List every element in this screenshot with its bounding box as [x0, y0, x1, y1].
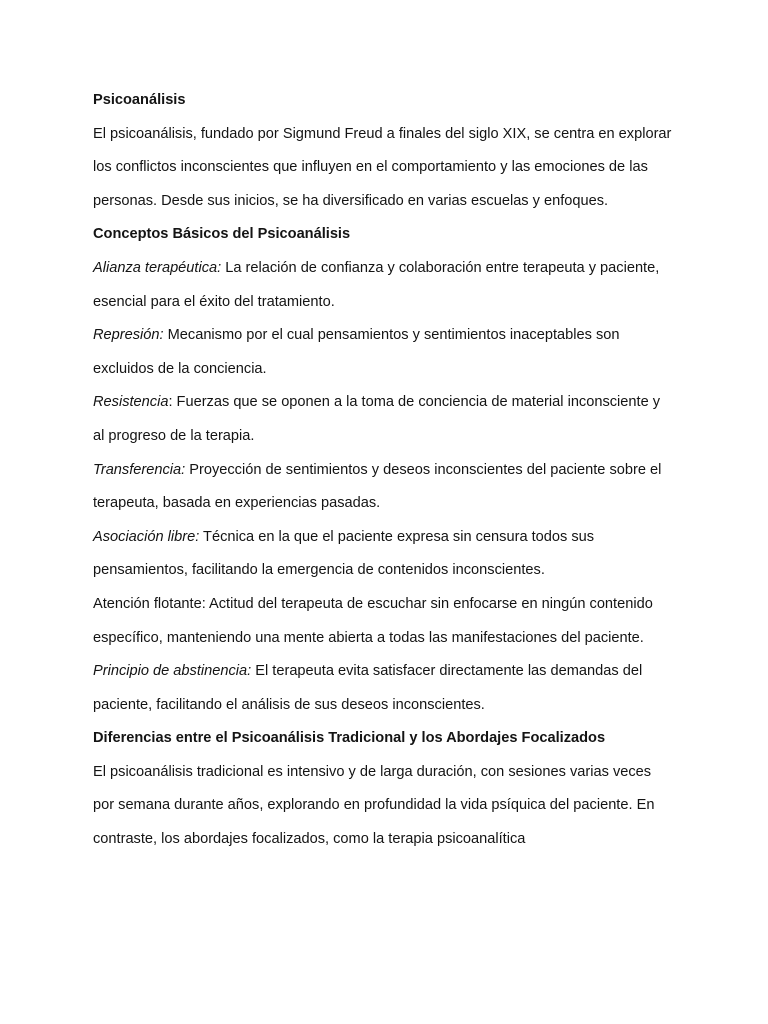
concept-transferencia: [93, 454, 673, 521]
concept-abstinencia: [93, 655, 673, 722]
section-heading-diferencias: Diferencias entre el Psicoanálisis Tradicional y los Abordajes Focalizados: [93, 730, 606, 747]
intro-paragraph: El psicoanálisis, fundado por Sigmund Freud a finales del siglo XIX, se centra en explorar los conflictos inconscientes que influyen en el comportamiento y las emociones de las personas. Desde sus inicios, se ha diversificado en varias escuelas y enfoques.: [93, 125, 672, 209]
concept-alianza: [93, 252, 673, 319]
concept-resistencia: [93, 386, 673, 453]
document-title: Psicoanálisis: [93, 92, 186, 108]
concept-definition: : Fuerzas que se oponen a la toma de conciencia de material inconsciente y al progreso de la terapia.: [93, 394, 661, 444]
concept-definition: Mecanismo por el cual pensamientos y sentimientos inaceptables son excluidos de la conciencia.: [93, 327, 620, 377]
concept-definition: El terapeuta evita satisfacer directamente las demandas del paciente, facilitando el análisis de sus deseos inconscientes.: [93, 663, 643, 713]
concept-term: Asociación libre:: [93, 528, 200, 545]
section-heading-conceptos: Conceptos Básicos del Psicoanálisis: [93, 226, 351, 243]
concept-definition: La relación de confianza y colaboración entre terapeuta y paciente, esencial para el éxito del tratamiento.: [93, 259, 660, 310]
concept-represion: [93, 319, 673, 386]
document-body: [93, 84, 673, 857]
concept-definition: Técnica en la que el paciente expresa sin censura todos sus pensamientos, facilitando la emergencia de contenidos inconscientes.: [93, 528, 595, 579]
concept-term: Represión:: [93, 327, 164, 344]
concept-atencion-flotante: [93, 588, 673, 655]
concept-asociacion-libre: [93, 521, 673, 588]
concept-definition: Atención flotante: Actitud del terapeuta de escuchar sin enfocarse en ningún contenido específico, manteniendo una mente abierta a todas las manifestaciones del paciente.: [93, 595, 653, 646]
concept-term: Principio de abstinencia:: [93, 663, 252, 680]
concept-term: Resistencia: [93, 394, 169, 411]
concept-term: Transferencia:: [93, 461, 186, 478]
concept-term: Alianza terapéutica:: [93, 259, 222, 276]
concept-definition: Proyección de sentimientos y deseos inconscientes del paciente sobre el terapeuta, basada en experiencias pasadas.: [93, 461, 662, 512]
diferencias-paragraph: El psicoanálisis tradicional es intensivo y de larga duración, con sesiones varias veces por semana durante años, explorando en profundidad la vida psíquica del paciente. En contraste, los abordajes focalizados, como la terapia psicoanalítica: [93, 763, 655, 848]
